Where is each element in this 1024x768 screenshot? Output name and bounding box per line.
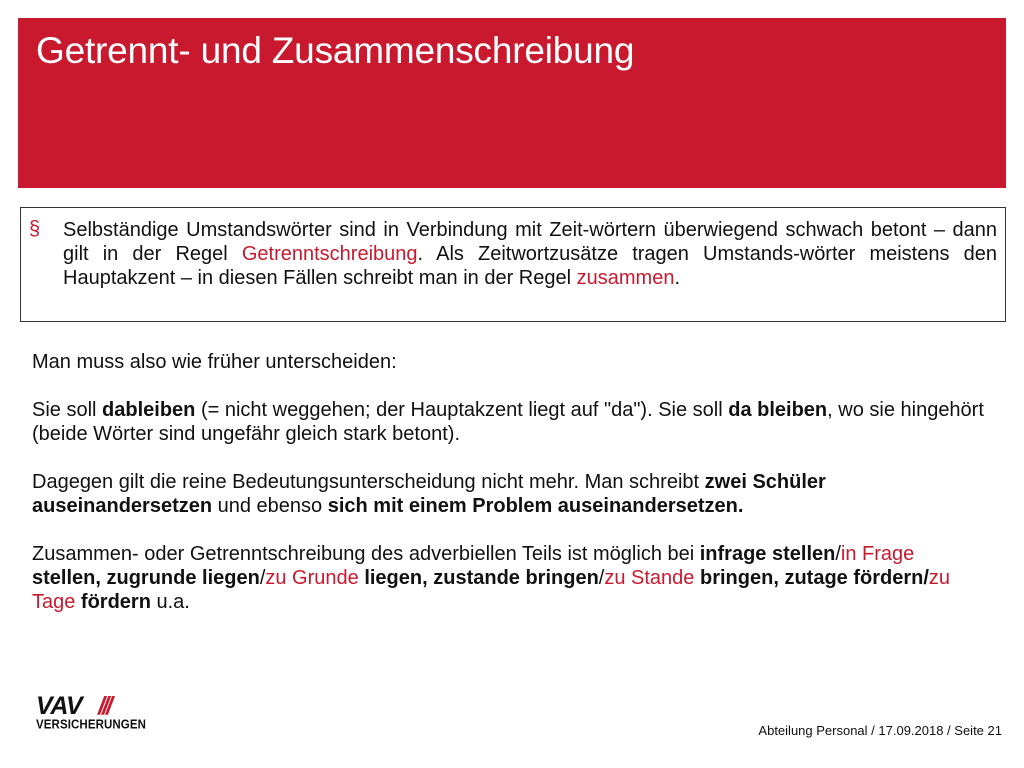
- body-paragraph: [32, 350, 987, 374]
- rule-text: [63, 218, 997, 290]
- text-segment: und ebenso: [212, 495, 328, 517]
- bold-text: zwei Schüler auseinandersetzen: [32, 471, 826, 517]
- section-marker-icon: §: [29, 218, 41, 240]
- text-segment: .: [674, 267, 680, 289]
- logo-slashes: ///: [98, 692, 110, 720]
- body-text: [32, 350, 987, 638]
- bold-text: bringen, zutage fördern/: [694, 567, 929, 589]
- page-title: Getrennt- und Zusammenschreibung: [36, 30, 635, 71]
- footer-text: Abteilung Personal / 17.09.2018 / Seite 21: [758, 723, 1002, 738]
- bold-text: stellen, zugrunde liegen: [32, 567, 260, 589]
- text-segment: Selbständige Umstandswörter sind in Verbindung mit Zeit-wörtern überwiegend schwach betont – dann gilt in der Regel: [63, 219, 997, 265]
- text-segment: Man muss also wie früher unterscheiden:: [32, 351, 397, 373]
- text-segment: /: [259, 567, 266, 589]
- bold-text: infrage stellen: [699, 543, 836, 565]
- header-banner: [18, 18, 1006, 188]
- bold-text: dableiben: [102, 399, 196, 421]
- highlight-text: zusammen: [576, 267, 675, 289]
- logo-word: VAV: [36, 692, 83, 720]
- vav-logo: [36, 693, 166, 737]
- highlight-text: in Frage: [840, 543, 915, 565]
- text-segment: Sie soll: [32, 399, 103, 421]
- text-segment: Dagegen gilt die reine Bedeutungsunterscheidung nicht mehr. Man schreibt: [32, 471, 705, 493]
- text-segment: /: [598, 567, 605, 589]
- bold-text: sich mit einem Problem auseinandersetzen.: [327, 495, 744, 517]
- bold-text: liegen, zustande bringen: [358, 567, 599, 589]
- bold-text: da bleiben: [728, 399, 828, 421]
- body-paragraph: [32, 470, 987, 518]
- bold-text: fördern: [75, 591, 151, 613]
- body-paragraph: [32, 398, 987, 446]
- highlight-text: zu Grunde: [265, 567, 359, 589]
- highlight-text: zu Stande: [604, 567, 695, 589]
- highlight-text: Getrenntschreibung: [241, 243, 418, 265]
- text-segment: . Als Zeitwortzusätze tragen Umstands-wörter meistens den Hauptakzent – in diesen Fällen schreibt man in der Regel: [63, 243, 997, 289]
- rule-box: [20, 207, 1006, 322]
- text-segment: (= nicht weggehen; der Hauptakzent liegt auf "da"). Sie soll: [195, 399, 729, 421]
- logo-subtitle: VERSICHERUNGEN: [36, 718, 147, 732]
- text-segment: Zusammen- oder Getrenntschreibung des adverbiellen Teils ist möglich bei: [32, 543, 700, 565]
- highlight-text: zu Tage: [32, 567, 951, 613]
- text-segment: u.a.: [150, 591, 190, 613]
- text-segment: , wo sie hingehört (beide Wörter sind ungefähr gleich stark betont).: [32, 399, 984, 445]
- body-paragraph: [32, 542, 987, 614]
- text-segment: /: [835, 543, 841, 565]
